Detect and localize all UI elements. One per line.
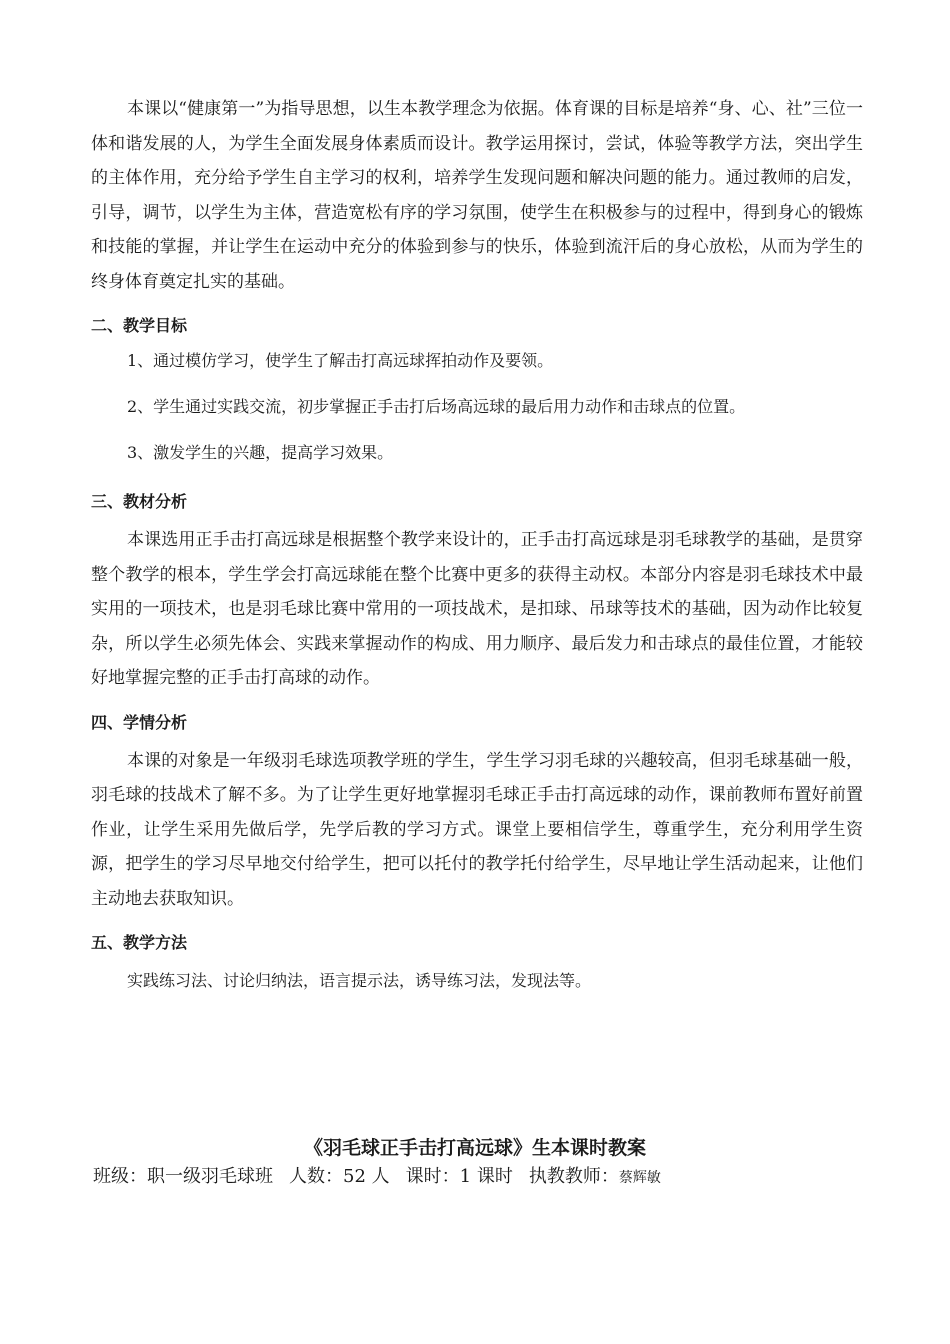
- material-analysis-paragraph: 本课选用正手击打高远球是根据整个教学来设计的，正手击打高远球是羽毛球教学的基础，是贯穿整个教学的根本，学生学会打高远球能在整个比赛中更多的获得主动权。本部分内容是羽毛球技术中最实用的一项技术，也是羽毛球比赛中常用的一项技战术，是扣球、吊球等技术的基础，因为动作比较复杂，所以学生必须先体会、实践来掌握动作的构成、用力顺序、最后发力和击球点的最佳位置，才能较好地掌握完整的正手击打高球的动作。: [91, 530, 863, 688]
- lesson-info-line: [93, 1162, 661, 1188]
- student-analysis-paragraph: 本课的对象是一年级羽毛球选项教学班的学生，学生学习羽毛球的兴趣较高，但羽毛球基础一般，羽毛球的技战术了解不多。为了让学生更好地掌握羽毛球正手击打高远球的动作，课前教师布置好前置作业，让学生采用先做后学，先学后教的学习方式。课堂上要相信学生，尊重学生，充分利用学生资源，把学生的学习尽早地交付给学生，把可以托付的教学托付给学生，尽早地让学生活动起来，让他们主动地去获取知识。: [91, 750, 863, 909]
- teacher-name: 蔡辉敏: [618, 1170, 661, 1186]
- intro-paragraph: 本课以“健康第一”为指导思想，以生本教学理念为依据。体育课的目标是培养“身、心、社”三位一体和谐发展的人，为学生全面发展身体素质而设计。教学运用探讨，尝试，体验等教学方法，突出学生的主体作用，充分给予学生自主学习的权利，培养学生发现问题和解决问题的能力。通过教师的启发，引导，调节，以学生为主体，营造宽松有序的学习氛围，使学生在积极参与的过程中，得到身心的锻炼和技能的掌握，并让学生在运动中充分的体验到参与的快乐，体验到流汗后的身心放松，从而为学生的终身体育奠定扎实的基础。: [91, 99, 863, 292]
- teaching-methods-paragraph: 实践练习法、讨论归纳法，语言提示法，诱导练习法，发现法等。: [127, 971, 592, 990]
- section-heading-material-analysis: 三、教材分析: [91, 492, 188, 511]
- teacher-label: 执教教师：: [528, 1166, 619, 1187]
- period-info: 课时：1 课时: [405, 1166, 513, 1187]
- objective-item: 1、通过模仿学习，使学生了解击打高远球挥拍动作及要领。: [127, 351, 554, 370]
- section-heading-student-analysis: 四、学情分析: [91, 712, 188, 732]
- objective-item: 3、激发学生的兴趣，提高学习效果。: [127, 443, 394, 462]
- student-count-info: 人数：52 人: [289, 1166, 390, 1187]
- objective-item: 2、学生通过实践交流，初步掌握正手击打后场高远球的最后用力动作和击球点的位置。: [127, 397, 746, 416]
- document-body: [91, 92, 863, 998]
- section-heading-objectives: 二、教学目标: [91, 316, 188, 335]
- section-heading-teaching-methods: 五、教学方法: [91, 933, 188, 952]
- class-info: 班级：职一级羽毛球班: [93, 1166, 273, 1187]
- lesson-plan-title: 《羽毛球正手击打高远球》生本课时教案: [303, 1137, 646, 1159]
